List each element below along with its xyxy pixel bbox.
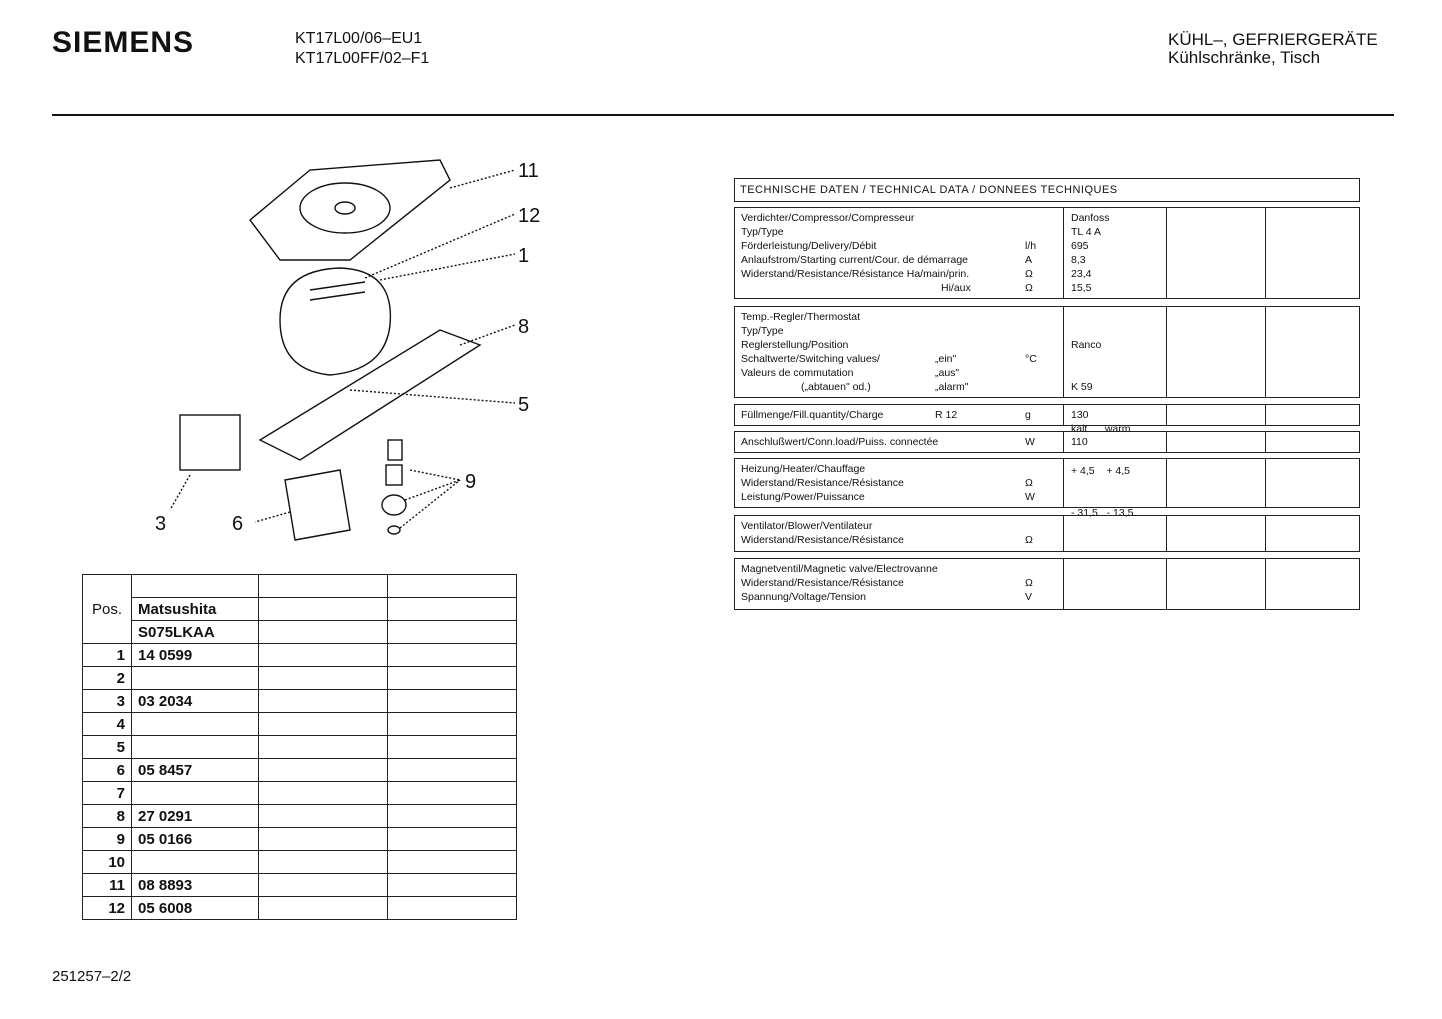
drip-tray-part: [250, 160, 450, 260]
manufacturer: Matsushita: [132, 598, 259, 621]
model-number-1: KT17L00/06–EU1: [295, 30, 423, 47]
callout-1: 1: [518, 245, 530, 267]
table-row: 1 14 0599: [83, 644, 517, 667]
table-row: 6 05 8457: [83, 759, 517, 782]
compressor-model: S075LKAA: [132, 621, 259, 644]
category-title: KÜHL–, GEFRIERGERÄTE: [1168, 30, 1378, 49]
table-row: 7: [83, 782, 517, 805]
table-row: 8 27 0291: [83, 805, 517, 828]
table-row: 11 08 8893: [83, 874, 517, 897]
grommet-part: [388, 440, 402, 460]
brand-logo: SIEMENS: [52, 26, 195, 59]
parts-table: [82, 574, 517, 920]
category-subtitle: Kühlschränke, Tisch: [1168, 48, 1321, 67]
charge-section: Füllmenge/Fill.quantity/Charge R 12 g 130: [734, 404, 1360, 426]
callout-9: 9: [465, 471, 477, 493]
table-row: 4: [83, 713, 517, 736]
table-row: 3 03 2034: [83, 690, 517, 713]
blower-section: Ventilator/Blower/Ventilateur Widerstand/Resistance/Résistance Ω: [734, 515, 1360, 552]
compressor-section: Verdichter/Compressor/Compresseur Typ/Type Förderleistung/Delivery/Débit Anlaufstrom/Starting current/Cour. de démarrage Widerstand/Resistance/Résistance Ha/main/prin. Hi/aux l/h A Ω Ω Danfoss TL 4 A 695 8,3 23,4 15,5: [734, 207, 1360, 299]
callout-6: 6: [232, 513, 244, 535]
mounting-rail-part: [260, 330, 480, 460]
callout-3: 3: [155, 513, 167, 535]
heater-section: Heizung/Heater/Chauffage Widerstand/Resistance/Résistance Leistung/Power/Puissance Ω W: [734, 458, 1360, 508]
thermostat-section: Temp.-Regler/Thermostat Typ/Type Reglerstellung/Position Schaltwerte/Switching values/ Valeurs de commutation („abtauen" od.) „ein" „aus" „alarm" °C Ranco K 59 kalt warm + 4,5 + 4,5 - 31,5 - 13,5: [734, 306, 1360, 398]
callout-12: 12: [518, 205, 541, 227]
start-relay-part: [180, 415, 240, 470]
table-row: 2: [83, 667, 517, 690]
connected-load-section: Anschlußwert/Conn.load/Puiss. connectée W 110: [734, 431, 1360, 453]
callout-5: 5: [518, 394, 530, 416]
magnetic-valve-section: Magnetventil/Magnetic valve/Electrovanne Widerstand/Resistance/Résistance Spannung/Voltage/Tension Ω V: [734, 558, 1360, 610]
table-row: 12 05 6008: [83, 897, 517, 920]
compressor-part: [280, 268, 390, 375]
callout-11: 11: [518, 160, 539, 182]
table-row: 10: [83, 851, 517, 874]
table-row: 5: [83, 736, 517, 759]
relay-cover-part: [285, 470, 350, 540]
model-number-2: KT17L00FF/02–F1: [295, 50, 430, 67]
exploded-diagram: [150, 150, 570, 550]
pos-header: Pos.: [83, 575, 132, 644]
table-row: 9 05 0166: [83, 828, 517, 851]
document-number: 251257–2/2: [52, 968, 132, 985]
header-divider: [52, 114, 1394, 116]
tech-data-title: TECHNISCHE DATEN / TECHNICAL DATA / DONNEES TECHNIQUES: [734, 178, 1360, 202]
callout-8: 8: [518, 316, 530, 338]
